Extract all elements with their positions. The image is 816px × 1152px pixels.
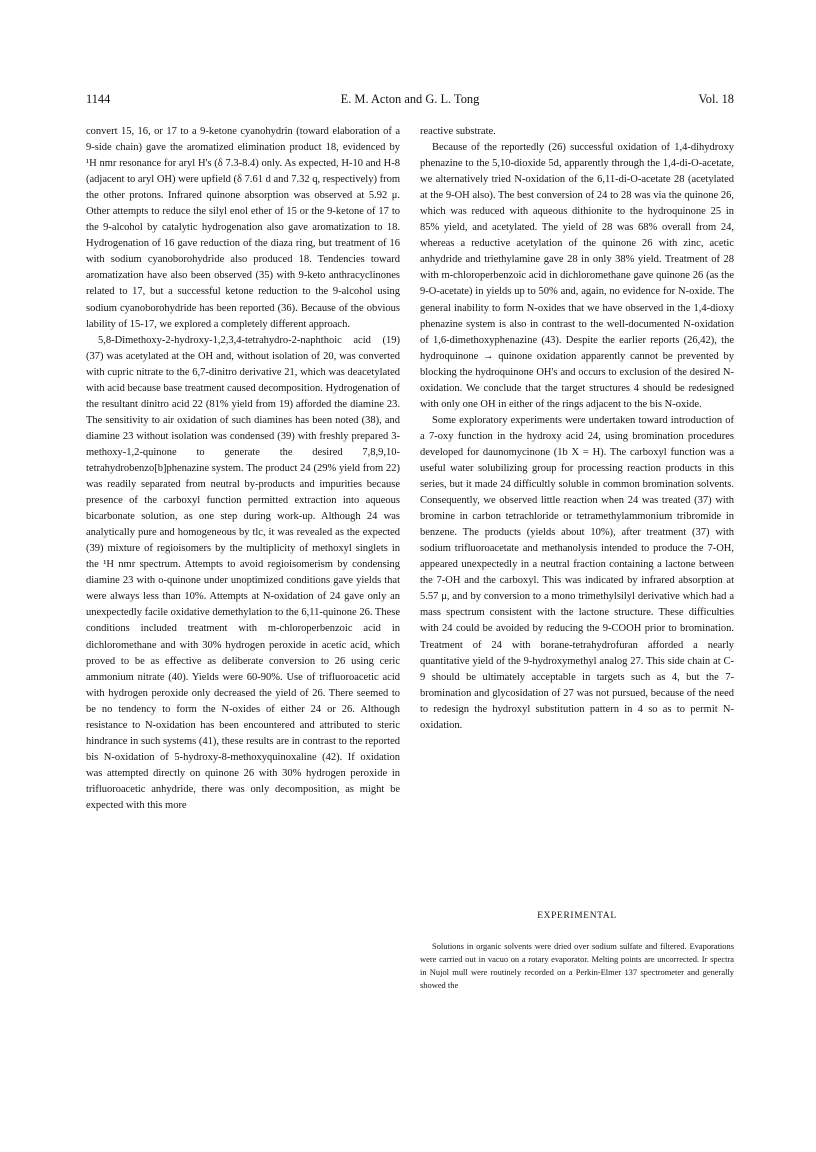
body-paragraph: Because of the reportedly (26) successful oxidation of 1,4-dihydroxy phenazine to the 5,10-dioxide 5d, apparently through the 1,4-di-O-acetate, we alternatively tried N-oxidation of the 6,11-di-O-acetate 28 (acetylated at the 9-OH also). The best conversion of 24 to 28 was via the quinone 26, which was reduced with aqueous dithionite to the hydroquinone 25 in 85% yield, and acetylated. The yield of 28 was 68% overall from 24, whereas a reductive acetylation of the quinone 26 with zinc, acetic anhydride and triethylamine gave 28 in only 38% yield. Treatment of 28 with m-chloroperbenzoic acid in dichloromethane gave quinone 26 (as the 9-O-acetate) in yields up to 50% and, again, no evidence for N-oxide. The general inability to form N-oxides that we have observed in the 1,4-dioxy phenazine system is also in contrast to the well-documented N-oxidation of 1,6-dimethoxyphenazine (43). Despite the earlier reports (26,42), the hydroquinone → quinone oxidation apparently cannot be prevented by blocking the hydroquinone OH's and occurs to exclusion of the desired N-oxidation. We conclude that the target structures 4 should be redesigned with only one OH in either of the rings adjacent to the bis N-oxide.: [420, 142, 734, 410]
right-column: [420, 124, 734, 734]
left-column: [86, 124, 400, 814]
section-heading-experimental: EXPERIMENTAL: [537, 911, 617, 921]
page-number: 1144: [86, 92, 111, 106]
running-header: [86, 92, 734, 108]
body-paragraph: convert 15, 16, or 17 to a 9-ketone cyanohydrin (toward elaboration of a 9-side chain) gave the aromatized elimination product 18, evidenced by ¹H nmr resonance for aryl H's (δ 7.3-8.4) only. As expected, H-10 and H-8 (adjacent to aryl OH) were upfield (δ 7.61 d and 7.32 q, respectively) from the other protons. Infrared quinone absorption was observed at 5.92 μ. Other attempts to reduce the silyl enol ether of 15 or the 9-ketone of 17 to the 9-alcohol by catalytic hydrogenation also gave aromatization to 18. Hydrogenation of 16 gave reduction of the diaza ring, but treatment of 16 with sodium cyanoborohydride also produced 18. Tendencies toward aromatization have also been observed (35) with 9-keto anthracyclinones related to 17, but a successful ketone reduction to the 9-alcohol using sodium cyanoborohydride has been reported (36). Because of the obvious lability of 15-17, we explored a completely different approach.: [86, 126, 401, 330]
running-authors: E. M. Acton and G. L. Tong: [340, 92, 480, 106]
body-paragraph: 5,8-Dimethoxy-2-hydroxy-1,2,3,4-tetrahydro-2-naphthoic acid (19) (37) was acetylated at the OH and, without isolation of 20, was converted with cupric nitrate to the 6,7-dinitro derivative 21, which was deacetylated with acid because base treatment caused decomposition. Hydrogenation of the resultant dinitro acid 22 (81% yield from 19) afforded the diamine 23. The sensitivity to air oxidation of such diamines has been noted (38), and diamine 23 without isolation was condensed (39) with freshly prepared 3-methoxy-1,2-quinone to generate the desired 7,8,9,10-tetrahydrobenzo[b]phenazine system. The product 24 (29% yield from 22) was readily separated from neutral by-products and impurities because presence of the carboxyl function permitted extraction into aqueous bicarbonate solution, as one step during work-up. Although 24 was analytically pure and homogeneous by tlc, it was revealed as the expected (39) mixture of regioisomers by the multiplicity of methoxyl singlets in the ¹H nmr spectrum. Attempts to avoid regioisomerism by condensing diamine 23 with o-quinone under unoptimized conditions gave yields that were always less than 10%. Attempts at N-oxidation of 24 gave only an unexpectedly facile oxidative demethylation to the 6,11-quinone 26. These conditions included treatment with m-chloroperbenzoic acid in dichloromethane and with 30% hydrogen peroxide in acetic acid, which proved to be as effective as deliberate conversion to 26 using ceric ammonium nitrate (40). Yields were 60-90%. Use of trifluoroacetic acid with hydrogen peroxide only decreased the yield of 26. There seemed to be no tendency to form the N-oxides of either 24 or 26. Although resistance to N-oxidation has been encountered and attributed to steric hindrance in such systems (41), these results are in contrast to the reported bis N-oxidation of 5-hydroxy-8-methoxyquinoxaline (42). If oxidation was attempted directly on quinone 26 with 30% hydrogen peroxide in trifluoroacetic anhydride, there was only decomposition, as might be expected with this more: [86, 334, 400, 811]
experimental-paragraph: Solutions in organic solvents were dried over sodium sulfate and filtered. Evaporations were carried out in vacuo on a rotary evaporator. Melting points are uncorrected. Ir spectra in Nujol mull were routinely recorded on a Perkin-Elmer 137 spectrometer and generally showed the: [420, 941, 734, 990]
body-paragraph: reactive substrate.: [420, 126, 496, 137]
volume-label: Vol. 18: [698, 92, 734, 106]
body-paragraph: Some exploratory experiments were undertaken toward introduction of a 7-oxy function in the hydroxy acid 24, using bromination procedures developed for daunomycinone (1b X = H). The carboxyl function was a useful water solubilizing group for processing reaction products in this series, but it made 24 difficultly soluble in common bromination solvents. Consequently, we observed little reaction when 24 was treated (37) with bromine in carbon tetrachloride or tetramethylammonium tribromide in benzene. The products (yields about 10%), after treatment (37) with sodium trifluoroacetate and methanolysis intended to produce the 7-OH, appeared unexpectedly in a neutral fraction containing a lactone between the 7-OH and the carboxyl. This was indicated by infrared absorption at 5.57 μ, and by conversion to a mono trimethylsilyl derivative which had a mass spectrum consistent with the lactone structure. These difficulties with 24 could be avoided by reducing the 9-COOH prior to bromination. Treatment of 24 with borane-tetrahydrofuran afforded a nearly quantitative yield of the 9-hydroxymethyl analog 27. This side chain at C-9 should be ultimately acceptable in targets such as 4, but the 7-bromination and glycosidation of 27 was not pursued, because of the need to redesign the hydroxyl substitution pattern in 4 so as to permit N-oxidation.: [420, 414, 734, 731]
